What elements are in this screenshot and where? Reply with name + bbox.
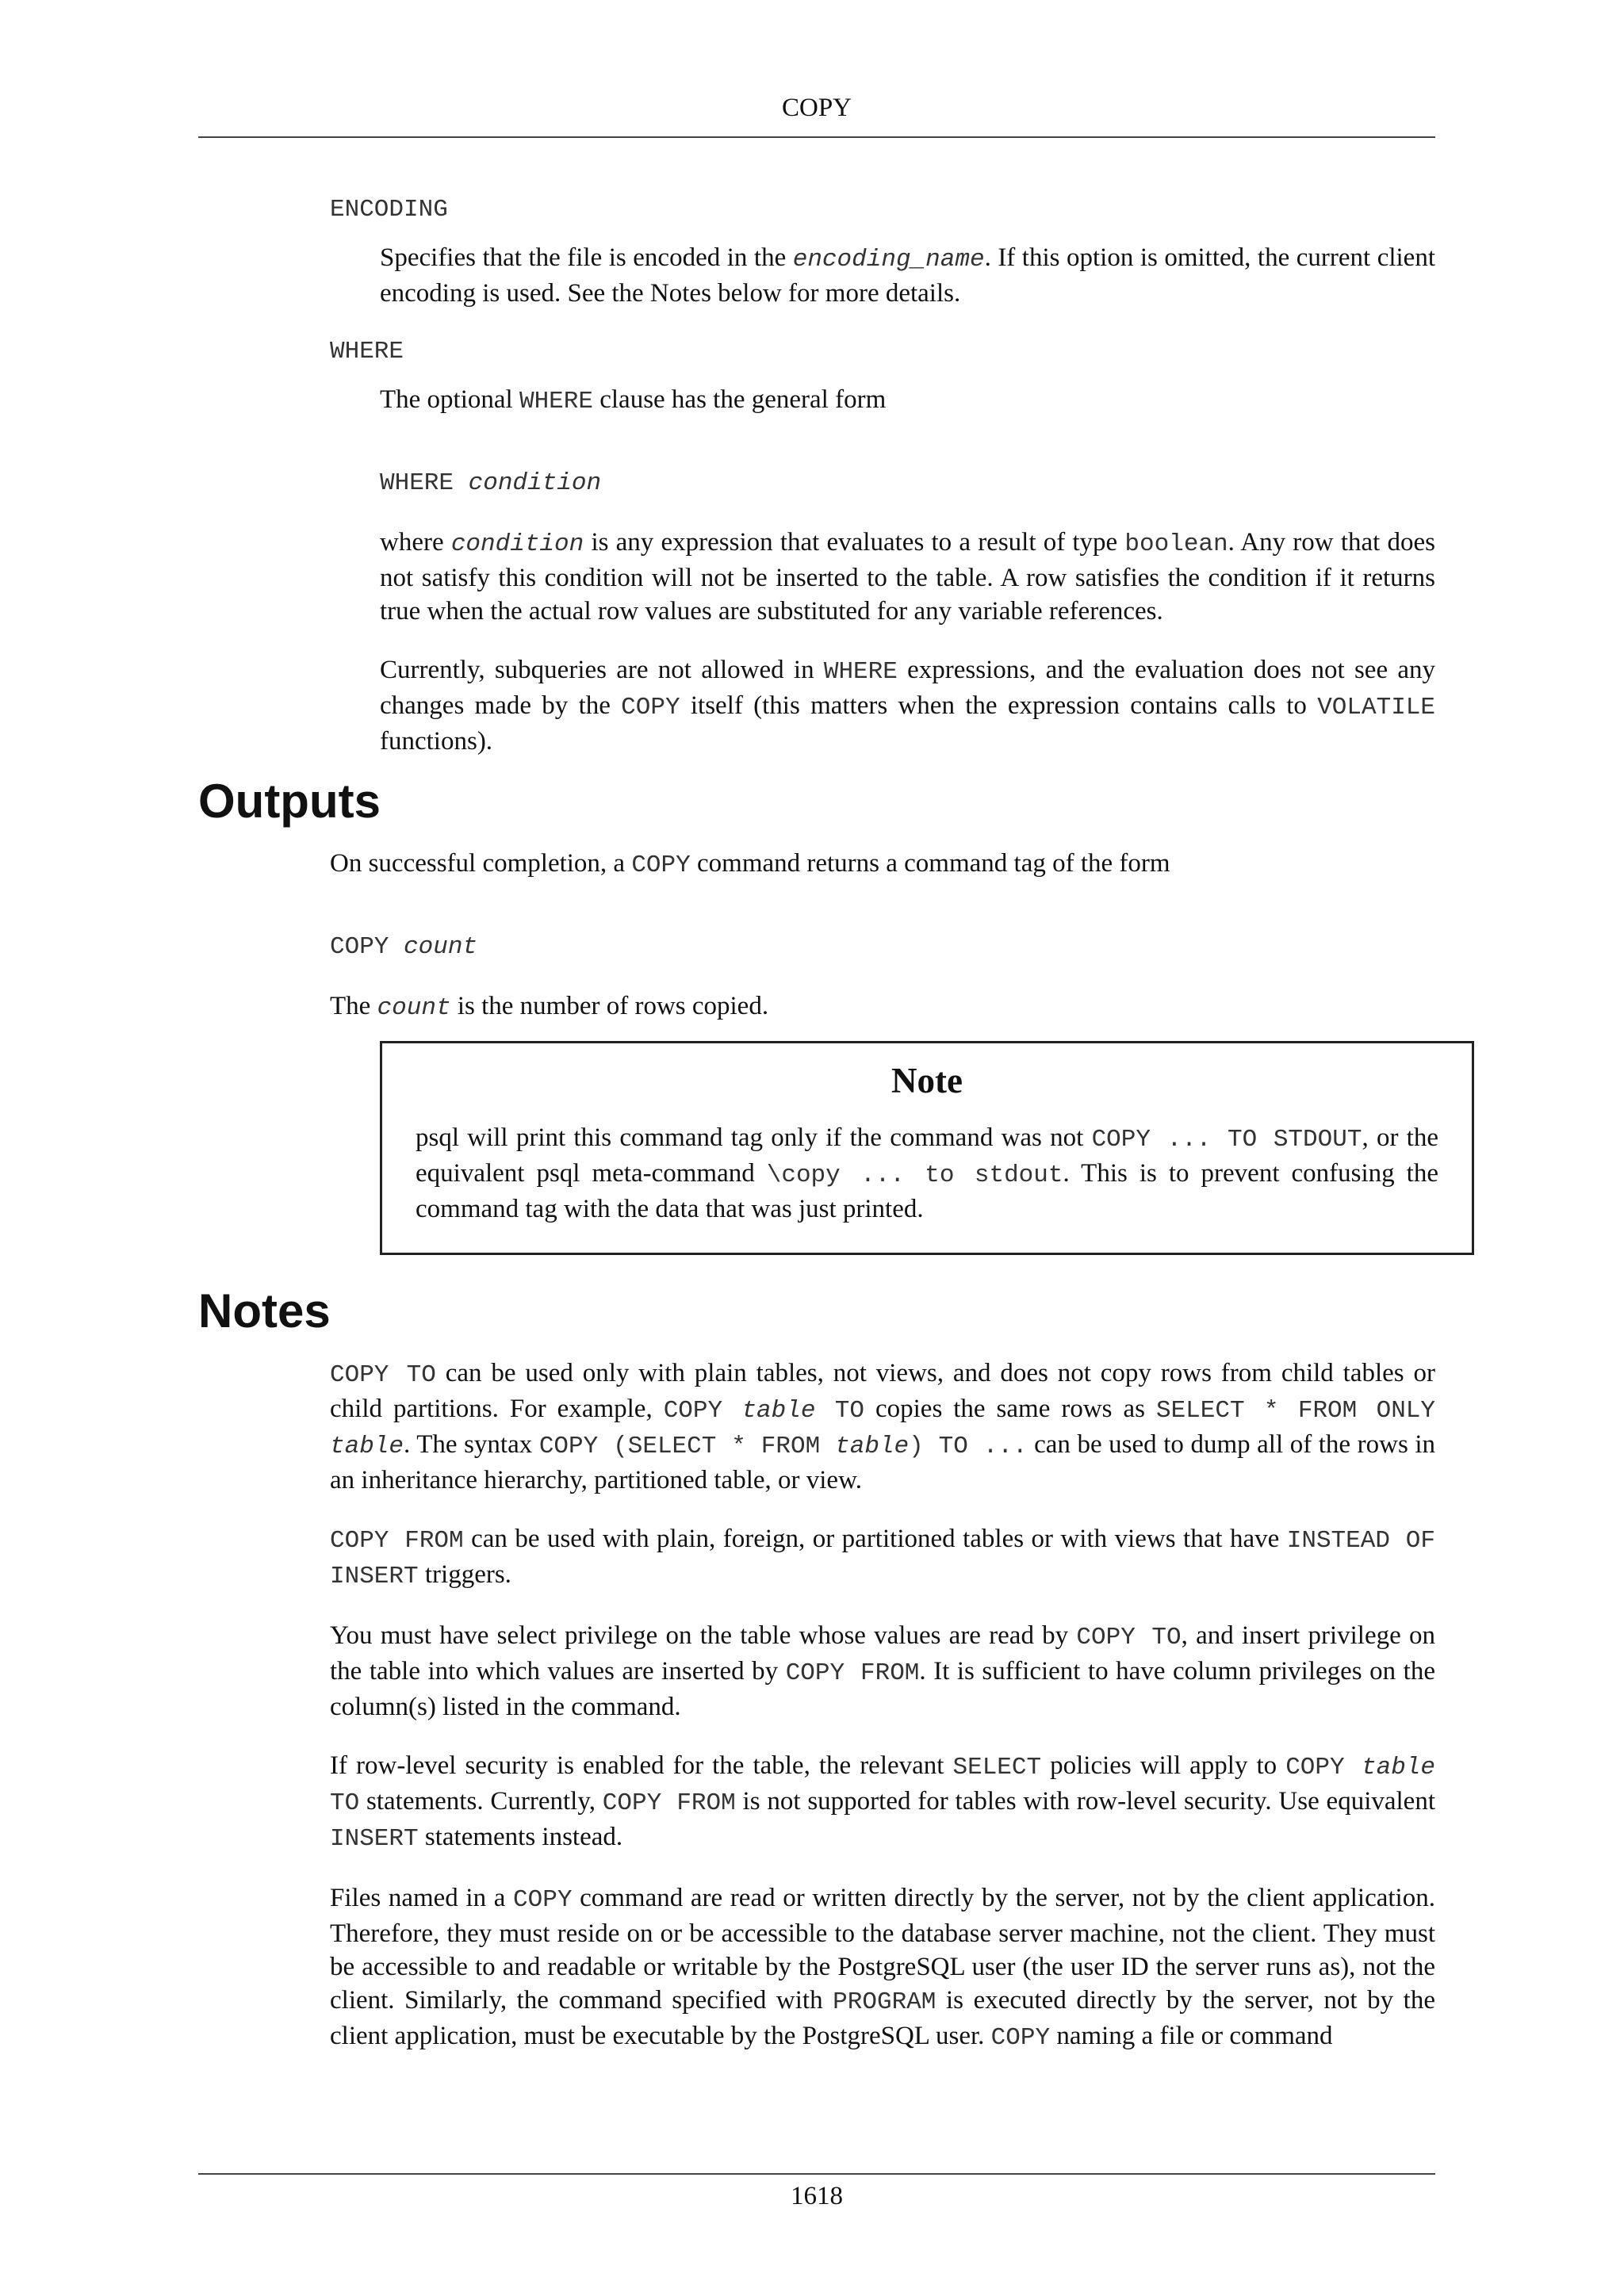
text-run: If row-level security is enabled for the table, the relevant (330, 1751, 953, 1780)
text-run: . The syntax (404, 1430, 539, 1459)
notes-paragraph (330, 1357, 1435, 1497)
text-run: The optional (380, 385, 519, 414)
inline-code: COPY (631, 851, 691, 879)
text-run: naming a file or command (1050, 2022, 1333, 2050)
text-run: Currently, subqueries are not allowed in (380, 656, 824, 684)
inline-code: WHERE (380, 469, 469, 497)
text-run: . This is to prevent confusing the command tag with the data that was just printed. (416, 1159, 1438, 1223)
outputs-code-example (330, 928, 1435, 964)
text-run: The (330, 992, 377, 1020)
inline-code: COPY (513, 1886, 573, 1914)
header-rule (198, 136, 1435, 138)
page-number: 1618 (791, 2182, 843, 2210)
inline-code: COPY TO (1076, 1624, 1182, 1651)
inline-code: table (835, 1433, 910, 1460)
notes-paragraph (330, 1522, 1435, 1594)
inline-code: INSERT (330, 1825, 419, 1853)
section-heading-notes: Notes (198, 1284, 331, 1337)
text-run: where (380, 528, 451, 557)
inline-code: COPY TO (330, 1361, 436, 1389)
inline-code: PROGRAM (833, 1988, 936, 2016)
inline-code: encoding_name (792, 246, 985, 274)
inline-code: condition (468, 469, 602, 497)
text-run: is any expression that evaluates to a result of type (584, 528, 1125, 557)
param-def-where (380, 383, 1435, 419)
section-outputs (198, 847, 1438, 1255)
note-box (380, 1041, 1474, 1255)
text-run: You must have select privilege on the table whose values are read by (330, 1621, 1077, 1650)
inline-code: COPY (621, 694, 680, 721)
inline-code: SELECT (952, 1754, 1042, 1781)
notes-paragraph (330, 1881, 1435, 2055)
notes-paragraph (330, 1619, 1435, 1724)
inline-code: count (404, 933, 478, 961)
inline-code: COPY (1285, 1754, 1362, 1781)
text-run: statements. Currently, (359, 1787, 603, 1816)
inline-code: COPY (SELECT * FROM (538, 1433, 836, 1460)
text-run: , and insert privilege on the table into which values are inserted by (330, 1621, 1435, 1686)
text-run: On successful completion, a (330, 849, 632, 878)
text-run: itself (this matters when the expression contains calls to (680, 691, 1318, 720)
inline-code: COPY FROM (602, 1789, 736, 1817)
inline-code: table (1361, 1754, 1435, 1781)
text-run: expressions, and the evaluation does not see any changes made by the (380, 656, 1435, 720)
text-run: is not supported for tables with row-level security. Use equivalent (735, 1787, 1435, 1816)
inline-code: COPY (663, 1397, 742, 1425)
inline-code: COPY (330, 933, 404, 961)
text-run: can be used to dump all of the rows in an inheritance hierarchy, partitioned table, or view. (330, 1430, 1436, 1494)
text-run: clause has the general form (592, 385, 887, 414)
footer-rule (198, 2173, 1435, 2175)
inline-code: COPY FROM (330, 1527, 464, 1555)
param-term-where: WHERE (330, 338, 404, 365)
inline-code: TO (815, 1397, 864, 1425)
outputs-intro (330, 847, 1435, 882)
note-text (416, 1121, 1438, 1226)
inline-code: count (377, 994, 451, 1022)
inline-code: SELECT * FROM ONLY (1155, 1397, 1436, 1425)
text-run: Files named in a (330, 1884, 514, 1912)
inline-code: WHERE (823, 658, 898, 686)
text-run: can be used with plain, foreign, or partitioned tables or with views that have (463, 1525, 1287, 1553)
text-run: triggers. (418, 1560, 511, 1589)
page-content (198, 193, 1438, 2080)
text-run: . It is sufficient to have column privileges on the column(s) listed in the command. (330, 1657, 1435, 1721)
text-run: command are read or written directly by the server, not by the client application. Therefore, they must reside on or be accessible to the database server machine, not the client. They must be accessible to and readable or writable by the PostgreSQL user (the user ID the server runs as), not the client. Similarly, the command specified with (330, 1884, 1435, 2015)
text-run: policies will apply to (1041, 1751, 1286, 1780)
section-heading-outputs: Outputs (198, 775, 381, 828)
text-run: . Any row that does not satisfy this condition will not be inserted to the table. A row satisfies the condition if it returns true when the actual row values are substituted for any variable references. (380, 528, 1435, 626)
inline-code: table (330, 1433, 404, 1460)
notes-paragraph (330, 1749, 1435, 1856)
text-run: can be used only with plain tables, not views, and does not copy rows from child tables or child partitions. For example, (330, 1359, 1435, 1423)
inline-code: COPY (990, 2024, 1051, 2052)
encoding-description (380, 241, 1435, 310)
inline-code: INSTEAD OF INSERT (330, 1527, 1435, 1590)
text-run: functions). (380, 727, 493, 756)
inline-code: ) TO ... (909, 1433, 1028, 1460)
text-run: is the number of rows copied. (450, 992, 769, 1020)
inline-code: WHERE (519, 388, 593, 415)
text-run: . If this option is omitted, the current client encoding is used. See the Notes below for more details. (380, 243, 1435, 308)
where-intro (380, 383, 1435, 419)
inline-code: boolean (1124, 530, 1228, 558)
running-header: COPY (781, 94, 852, 122)
where-code-example (380, 465, 1435, 500)
text-run: command returns a command tag of the form (690, 849, 1170, 878)
where-currently (380, 653, 1435, 758)
text-run: is executed directly by the server, not by the client application, must be executable by the PostgreSQL user. (330, 1986, 1435, 2050)
where-explanation (380, 526, 1435, 628)
text-run: , or the equivalent psql meta-command (416, 1123, 1438, 1188)
inline-code: COPY ... TO STDOUT (1091, 1126, 1362, 1154)
param-def-encoding (380, 241, 1435, 310)
section-notes (198, 1357, 1435, 2055)
text-run: copies the same rows as (864, 1395, 1156, 1423)
note-title: Note (891, 1061, 963, 1100)
where-details (380, 526, 1435, 758)
text-run: psql will print this command tag only if the command was not (416, 1123, 1092, 1152)
inline-code: VOLATILE (1317, 694, 1436, 721)
param-term-encoding: ENCODING (330, 196, 448, 224)
outputs-count-text (330, 989, 1435, 1025)
text-run: Specifies that the file is encoded in the (380, 243, 793, 272)
inline-code: condition (450, 530, 584, 558)
inline-code: COPY FROM (785, 1659, 920, 1687)
text-run: statements instead. (418, 1823, 623, 1851)
inline-code: \copy ... to stdout (766, 1161, 1063, 1189)
inline-code: TO (330, 1789, 360, 1817)
inline-code: table (741, 1397, 816, 1425)
